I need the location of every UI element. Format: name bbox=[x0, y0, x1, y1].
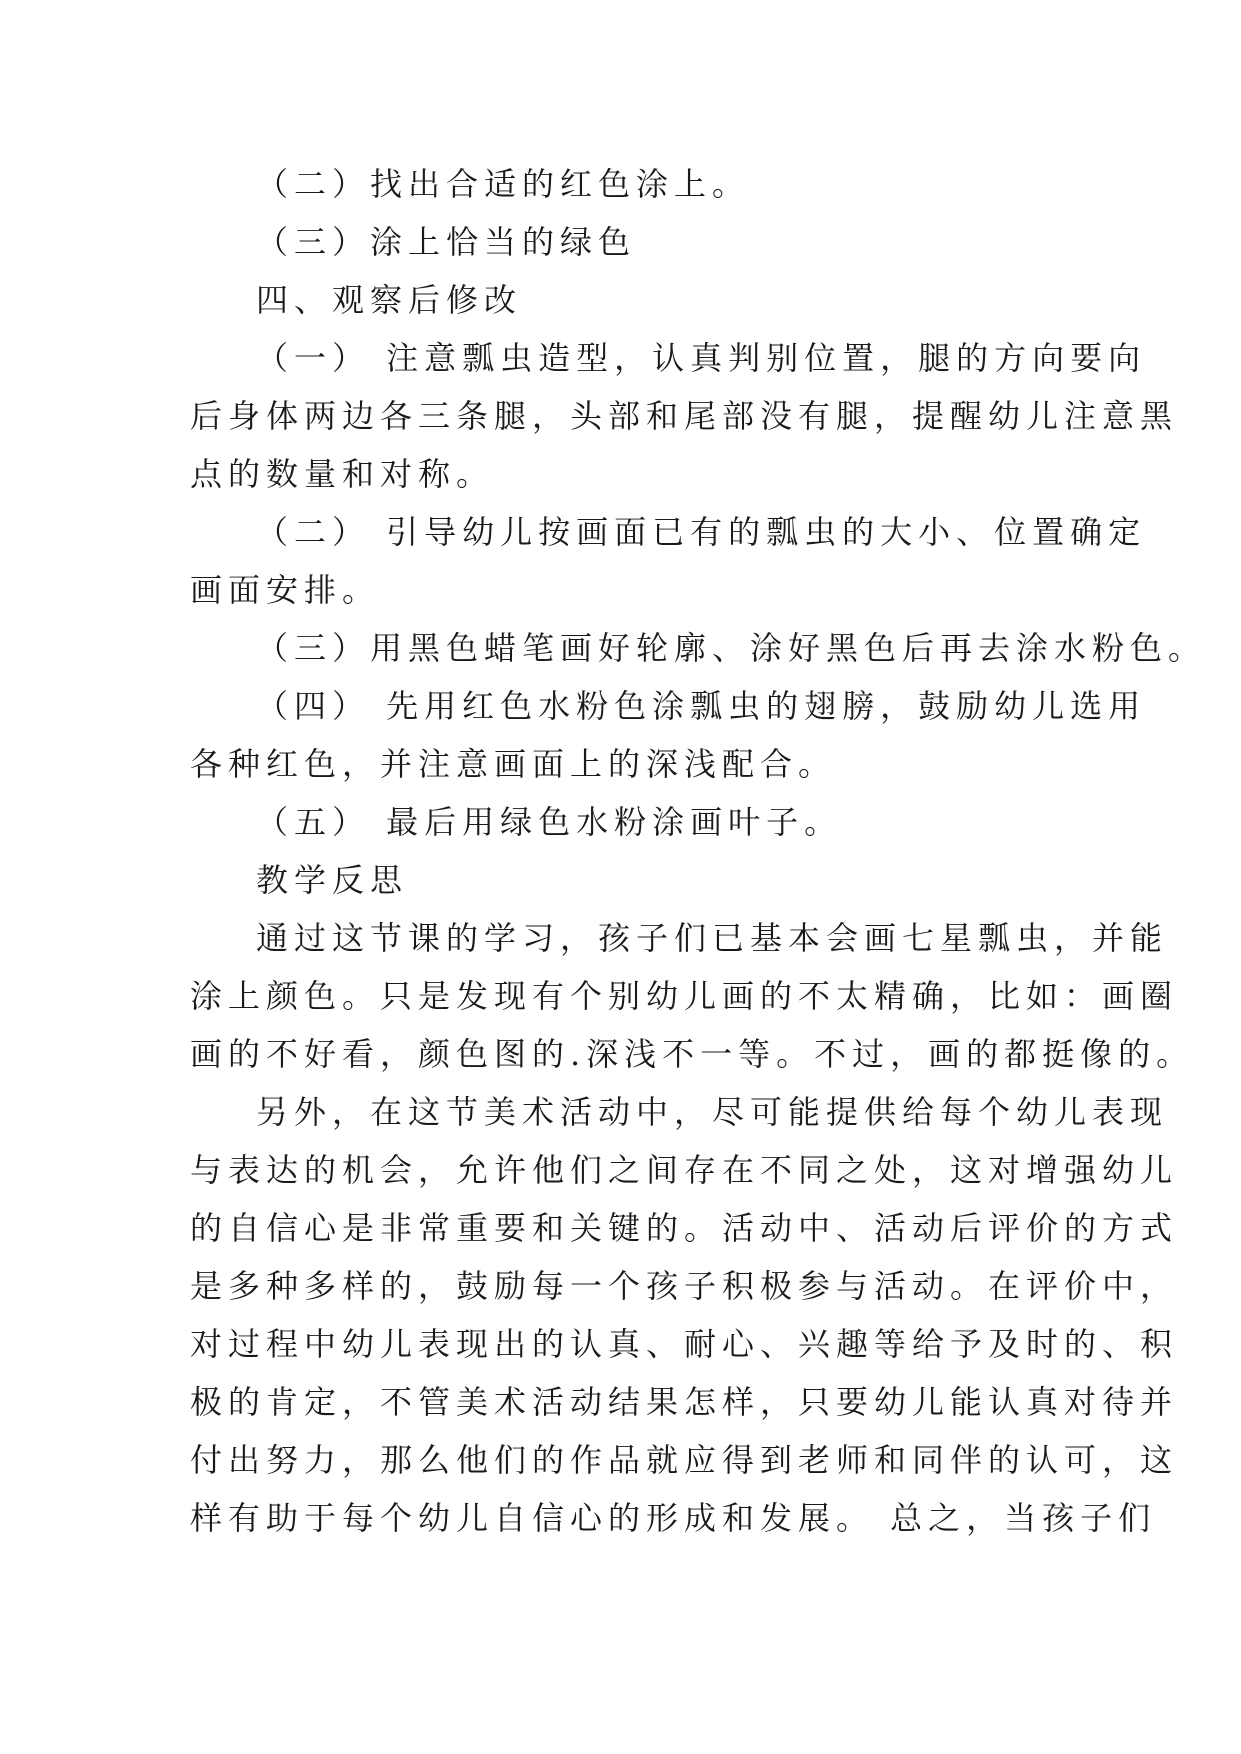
text-line: 与表达的机会，允许他们之间存在不同之处，这对增强幼儿 bbox=[190, 1151, 1179, 1189]
text-line: （二）找出合适的红色涂上。 bbox=[256, 165, 751, 203]
text-line: （一） 注意瓢虫造型，认真判别位置，腿的方向要向 bbox=[256, 339, 1147, 377]
text-line: 是多种多样的，鼓励每一个孩子积极参与活动。在评价中， bbox=[190, 1267, 1179, 1305]
text-line: （四） 先用红色水粉色涂瓢虫的翅膀，鼓励幼儿选用 bbox=[256, 687, 1147, 725]
text-line: 极的肯定，不管美术活动结果怎样，只要幼儿能认真对待并 bbox=[190, 1383, 1179, 1421]
text-line: 点的数量和对称。 bbox=[190, 455, 495, 493]
text-line: 各种红色，并注意画面上的深浅配合。 bbox=[190, 745, 837, 783]
text-line: 对过程中幼儿表现出的认真、耐心、兴趣等给予及时的、积 bbox=[190, 1325, 1179, 1363]
text-line: 样有助于每个幼儿自信心的形成和发展。 总之，当孩子们 bbox=[190, 1499, 1157, 1537]
section-heading: 四、观察后修改 bbox=[256, 281, 523, 319]
text-line: 涂上颜色。只是发现有个别幼儿画的不太精确，比如：画圈 bbox=[190, 977, 1179, 1015]
document-body bbox=[190, 155, 1207, 1547]
text-line: 的自信心是非常重要和关键的。活动中、活动后评价的方式 bbox=[190, 1209, 1179, 1247]
text-line: 另外，在这节美术活动中，尽可能提供给每个幼儿表现 bbox=[256, 1093, 1169, 1131]
text-line: （二） 引导幼儿按画面已有的瓢虫的大小、位置确定 bbox=[256, 513, 1147, 551]
text-line: （三）涂上恰当的绿色 bbox=[256, 223, 637, 261]
text-line: （五） 最后用绿色水粉涂画叶子。 bbox=[256, 803, 843, 841]
section-heading: 教学反思 bbox=[256, 861, 409, 899]
text-line: （三）用黑色蜡笔画好轮廓、涂好黑色后再去涂水粉色。 bbox=[256, 629, 1207, 667]
text-line: 付出努力，那么他们的作品就应得到老师和同伴的认可，这 bbox=[190, 1441, 1179, 1479]
text-line: 画的不好看，颜色图的.深浅不一等。不过，画的都挺像的。 bbox=[190, 1035, 1195, 1073]
text-line: 通过这节课的学习，孩子们已基本会画七星瓢虫，并能 bbox=[256, 919, 1169, 957]
text-line: 画面安排。 bbox=[190, 571, 381, 609]
text-line: 后身体两边各三条腿，头部和尾部没有腿，提醒幼儿注意黑 bbox=[190, 397, 1179, 435]
